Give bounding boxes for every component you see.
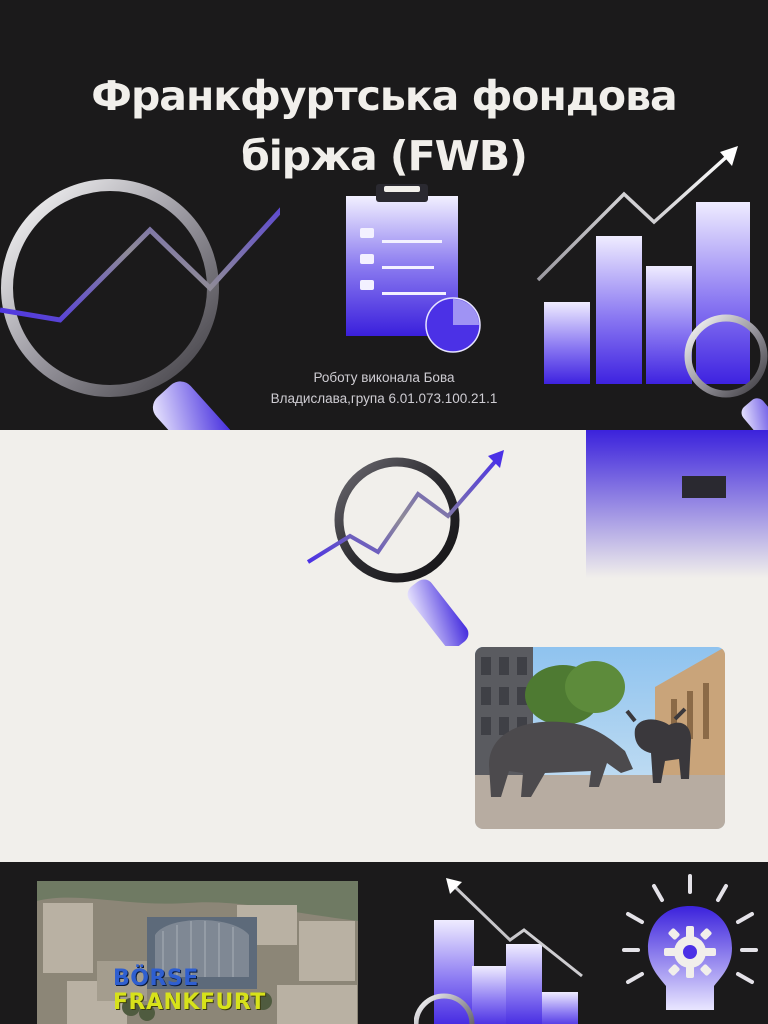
logo-line-2: FRANKFURT bbox=[113, 990, 266, 1015]
bar-chart-trend-icon bbox=[414, 874, 590, 1024]
author-line-2: Владислава,група 6.01.073.100.21.1 bbox=[270, 391, 498, 406]
title-line-2: біржа (FWB) bbox=[241, 132, 527, 180]
page-title bbox=[40, 66, 728, 186]
logo-line-1: BÖRSE bbox=[113, 966, 199, 991]
author-line-1: Роботу виконала Бова bbox=[313, 370, 455, 385]
magnifier-chart-icon bbox=[306, 446, 506, 646]
exchange-aerial-photo bbox=[37, 881, 358, 1024]
title-line-1: Франкфуртська фондова bbox=[91, 72, 677, 120]
lightbulb-gear-icon bbox=[614, 870, 764, 1024]
title-section bbox=[0, 0, 768, 430]
bull-bear-statues-photo bbox=[475, 647, 725, 829]
briefcase-icon bbox=[580, 430, 768, 580]
clipboard-checklist-icon bbox=[338, 182, 488, 357]
author-info bbox=[214, 367, 554, 409]
